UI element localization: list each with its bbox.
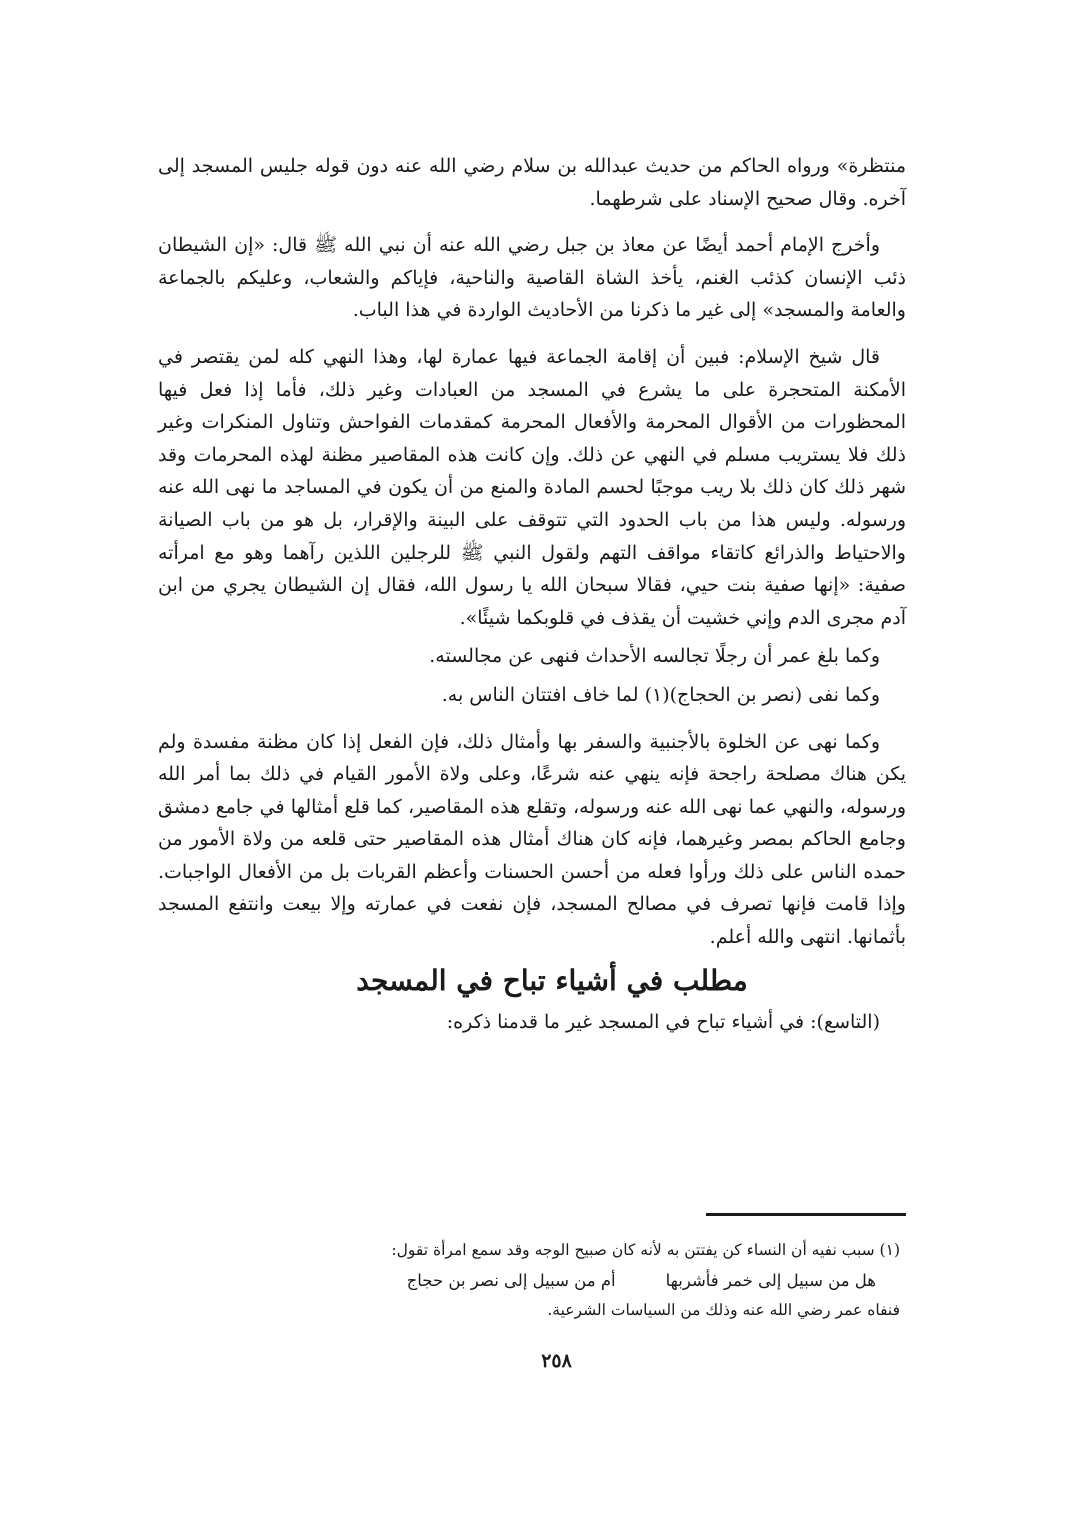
verse-first-hemistich: هل من سبيل إلى خمر فأشربها — [665, 1271, 876, 1290]
paragraph-1: منتظرة» ورواه الحاكم من حديث عبدالله بن سلام رضي الله عنه دون قوله جليس المسجد إلى آخره. وقال صحيح الإسناد على شرطهما. — [158, 155, 906, 210]
paragraph-2: وأخرج الإمام أحمد أيضًا عن معاذ بن جبل رضي الله عنه أن نبي الله ﷺ قال: «إن الشيطان ذئب الإنسان كذئب الغنم، يأخذ الشاة القاصية والناحية، فإياكم والشعاب، وعليكم بالجماعة والعامة والمسجد» إلى غير ما ذكرنا من الأحاديث الواردة في هذا الباب. — [158, 234, 906, 322]
paragraph-5: وكما نفى (نصر بن الحجاج)(١) لما خاف افتتان الناس به. — [441, 683, 880, 706]
section-intro: (التاسع): في أشياء تباح في المسجد غير ما قدمنا ذكره: — [446, 1010, 880, 1033]
footnote-divider — [706, 1213, 906, 1216]
verse-second-hemistich: أم من سبيل إلى نصر بن حجاج — [406, 1271, 616, 1290]
page-number: ٢٥٨ — [541, 1350, 572, 1372]
section-heading: مطلب في أشياء تباح في المسجد — [356, 963, 748, 997]
paragraph-4: وكما بلغ عمر أن رجلًا تجالسه الأحداث فنهى عن مجالسته. — [429, 645, 880, 668]
paragraph-6: وكما نهى عن الخلوة بالأجنبية والسفر بها وأمثال ذلك، فإن الفعل إذا كان مظنة مفسدة ولم يكن هناك مصلحة راجحة فإنه ينهي عنه شرعًا، وعلى ولاة الأمور القيام في ذلك بما أمر الله ورسوله، والنهي عما نهى الله عنه ورسوله، وتقلع هذه المقاصير، كما قلع أمثالها في جامع دمشق وجامع الحاكم بمصر وغيرهما، فإنه كان هناك أمثال هذه المقاصير حتى قلعه من ولاة الأمور من حمده الناس على ذلك ورأوا فعله من أحسن الحسنات وأعظم القربات بل من الأفعال الواجبات. وإذا قامت فإنها تصرف في مصالح المسجد، فإن نفعت في عمارته وإلا بيعت وانتفع المسجد بأثمانها. انتهى والله أعلم. — [158, 730, 906, 949]
footnote-line-1: (١) سبب نفيه أن النساء كن يفتتن به لأنه كان صبيح الوجه وقد سمع امرأة تقول: — [391, 1241, 900, 1259]
footnote-line-3: فنفاه عمر رضي الله عنه وذلك من السياسات الشرعية. — [547, 1301, 900, 1319]
footnote-verse — [158, 1265, 906, 1296]
paragraph-3: قال شيخ الإسلام: فبين أن إقامة الجماعة فيها عمارة لها، وهذا النهي كله لمن يقتصر في الأمكنة المتحجرة على ما يشرع في المسجد من العبادات وغير ذلك، فأما إذا فعل فيها المحظورات من الأقوال المحرمة والأفعال المحرمة كمقدمات الفواحش وتناول المنكرات وغير ذلك فلا يستريب مسلم في النهي عن ذلك. وإن كانت هذه المقاصير مظنة لهذه المحرمات وقد شهر ذلك كان ذلك بلا ريب موجبًا لحسم المادة والمنع من أن يكون في المساجد ما نهى الله عنه ورسوله. وليس هذا من باب الحدود التي تتوقف على البينة والإقرار، بل هو من باب الصيانة والاحتياط والذرائع كاتقاء مواقف التهم ولقول النبي ﷺ للرجلين اللذين رآهما وهو مع امرأته صفية: «إنها صفية بنت حيي، فقالا سبحان الله يا رسول الله، فقال إن الشيطان يجري من ابن آدم مجرى الدم وإني خشيت أن يقذف في قلوبكما شيئًا». — [158, 345, 906, 629]
footnotes — [158, 1236, 906, 1325]
page-body — [158, 150, 906, 1039]
